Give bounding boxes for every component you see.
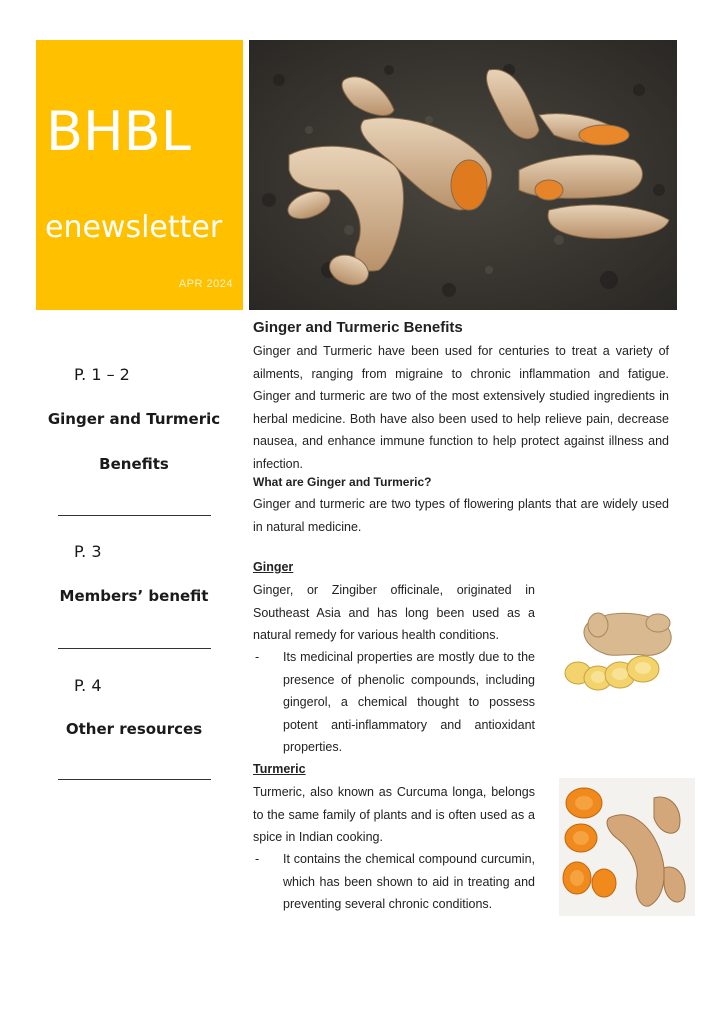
ginger-bullet — [253, 646, 535, 759]
newsletter-subtitle: enewsletter — [45, 210, 223, 245]
what-heading: What are Ginger and Turmeric? — [253, 475, 432, 489]
newsletter-banner — [36, 40, 243, 310]
ginger-text: Ginger, or Zingiber officinale, originated in Southeast Asia and has long been used as a natural remedy for various health conditions. — [253, 583, 535, 642]
toc-title-3: Other resources — [65, 720, 203, 738]
issue-date: APR 2024 — [178, 278, 233, 290]
what-text: Ginger and turmeric are two types of flowering plants that are widely used in natural medicine. — [253, 497, 669, 534]
article-title: Ginger and Turmeric Benefits — [253, 319, 463, 336]
ginger-heading: Ginger — [253, 560, 294, 574]
bullet-marker: - — [255, 852, 260, 866]
toc-title-2: Members’ benefit — [59, 587, 209, 605]
toc-title-1-line2: Benefits — [99, 455, 169, 473]
toc-page-1: P. 1 – 2 — [74, 365, 130, 384]
toc-title-1: Ginger and Turmeric — [47, 410, 221, 428]
article-intro: Ginger and Turmeric have been used for centuries to treat a variety of ailments, ranging from migraine to chronic inflammation and fatigue. Ginger and turmeric are two of the most extensively studied ingredients in herbal medicine. Both have also been used to help relieve pain, decrease nausea, and enhance immune function to help protect against illness and infection. — [253, 344, 669, 471]
bullet-marker: - — [255, 650, 260, 664]
sliced-turmeric-root-photo — [559, 778, 695, 916]
ginger-image — [558, 603, 683, 698]
turmeric-text: Turmeric, also known as Curcuma longa, belongs to the same family of plants and is often used as a spice in Indian cooking. — [253, 785, 535, 844]
ginger-bullet-text: Its medicinal properties are mostly due to the presence of phenolic compounds, including gingerol, a chemical thought to possess potent anti-inflammatory and antioxidant properties. — [283, 650, 535, 754]
toc-page-3: P. 4 — [74, 676, 102, 695]
turmeric-image — [559, 778, 695, 916]
toc-page-2: P. 3 — [74, 542, 102, 561]
hero-image — [249, 40, 677, 310]
toc-divider — [58, 648, 211, 649]
toc-divider — [58, 515, 211, 516]
toc-divider — [58, 779, 211, 780]
turmeric-bullet — [253, 848, 535, 916]
newsletter-logo: BHBL — [46, 100, 191, 163]
turmeric-heading: Turmeric — [253, 762, 306, 776]
turmeric-roots-in-soil-photo — [249, 40, 677, 310]
turmeric-bullet-text: It contains the chemical compound curcumin, which has been shown to aid in treating and preventing several chronic conditions. — [283, 852, 535, 911]
sliced-ginger-root-photo — [558, 603, 683, 698]
